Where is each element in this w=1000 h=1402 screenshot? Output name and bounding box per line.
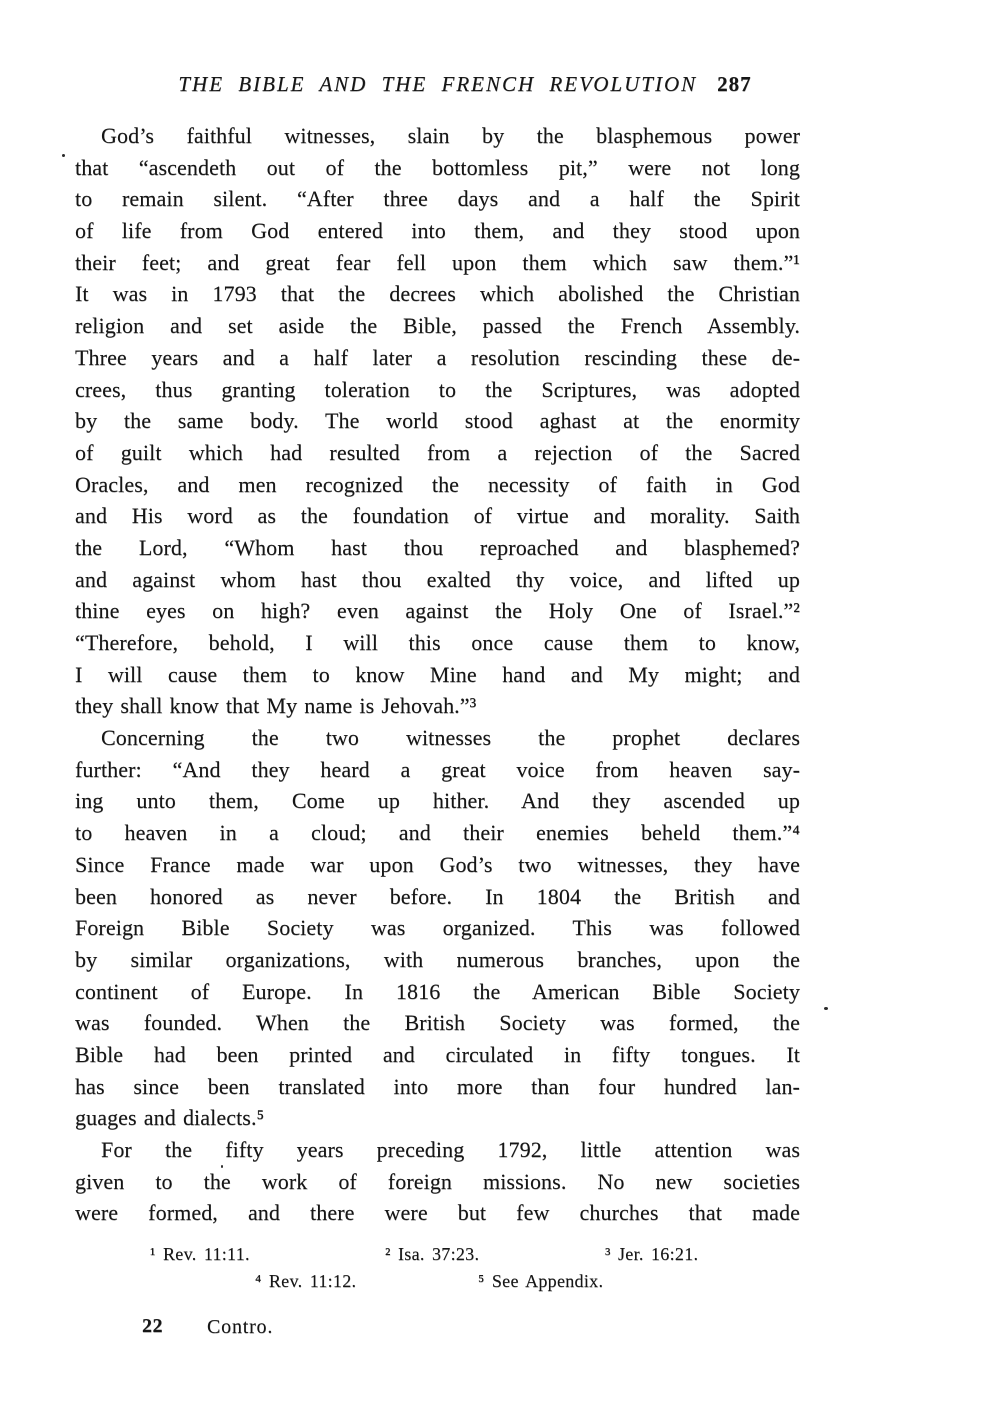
footnote-ref-3: ³ Jer. 16:21. [605,1244,699,1264]
text-line: been honored as never before. In 1804 the British and [75,883,800,909]
footnote-ref-1: ¹ Rev. 11:11. [150,1244,250,1264]
text-line: to remain silent. “After three days and a half the Spirit [75,186,800,212]
signature-label: Contro. [207,1316,274,1338]
text-line: I will cause them to know Mine hand and My might; and [75,661,800,687]
text-line: that “ascendeth out of the bottomless pit,” were not long [75,154,800,180]
text-line: given to the work of foreign missions. No new societies [75,1168,800,1194]
body-text-block [75,120,800,1229]
footnote-ref-2: ² Isa. 37:23. [385,1244,480,1264]
ink-speck [221,1165,223,1168]
text-line: ing unto them, Come up hither. And they ascended up [75,788,800,814]
signature-number: 22 [142,1315,163,1337]
text-line: has since been translated into more than four hundred lan- [75,1073,800,1099]
ink-speck [62,154,65,157]
footnote-ref-4: ⁴ Rev. 11:12. [255,1271,357,1291]
text-line: and His word as the foundation of virtue and morality. Saith [75,503,800,529]
text-line: God’s faithful witnesses, slain by the blasphemous power [101,123,800,148]
running-header [75,72,800,97]
text-line: It was in 1793 that the decrees which abolished the Christian [75,281,800,307]
text-line: was founded. When the British Society was formed, the [75,1010,800,1036]
text-line: crees, thus granting toleration to the Scriptures, was adopted [75,376,800,402]
text-line: further: “And they heard a great voice from heaven say- [75,756,800,782]
text-line: Concerning the two witnesses the prophet declares [101,725,800,751]
page-number: 287 [717,72,752,96]
text-line: continent of Europe. In 1816 the American Bible Society [75,978,800,1004]
text-line: guages and dialects.⁵ [75,1105,265,1131]
text-line: by the same body. The world stood aghast at the enormity [75,408,800,434]
ink-speck [824,1007,828,1010]
text-line: Bible had been printed and circulated in fifty tongues. It [75,1041,800,1067]
text-line: For the fifty years preceding 1792, little attention was [101,1137,800,1162]
text-line: to heaven in a cloud; and their enemies beheld them.”⁴ [75,820,800,846]
text-line: of guilt which had resulted from a rejection of the Sacred [75,439,800,465]
text-line: religion and set aside the Bible, passed the French Assembly. [75,313,800,339]
text-line: and against whom hast thou exalted thy voice, and lifted up [75,566,800,592]
text-line: thine eyes on high? even against the Holy One of Israel.”² [75,598,800,624]
text-line: “Therefore, behold, I will this once cause them to know, [75,630,800,655]
text-line: they shall know that My name is Jehovah.”³ [75,693,477,719]
text-line: Foreign Bible Society was organized. This was followed [75,915,800,941]
footnote-ref-5: ⁵ See Appendix. [478,1271,604,1291]
text-line: Since France made war upon God’s two witnesses, they have [75,851,800,877]
text-line: were formed, and there were but few churches that made [75,1200,800,1226]
text-line: of life from God entered into them, and they stood upon [75,218,800,244]
text-line: their feet; and great fear fell upon them which saw them.”¹ [75,249,800,275]
running-header-title: THE BIBLE AND THE FRENCH REVOLUTION [178,72,698,96]
text-line: Oracles, and men recognized the necessity of faith in God [75,471,800,497]
text-line: by similar organizations, with numerous branches, upon the [75,946,800,972]
text-line: the Lord, “Whom hast thou reproached and blasphemed? [75,534,800,560]
text-line: Three years and a half later a resolution rescinding these de- [75,344,800,370]
